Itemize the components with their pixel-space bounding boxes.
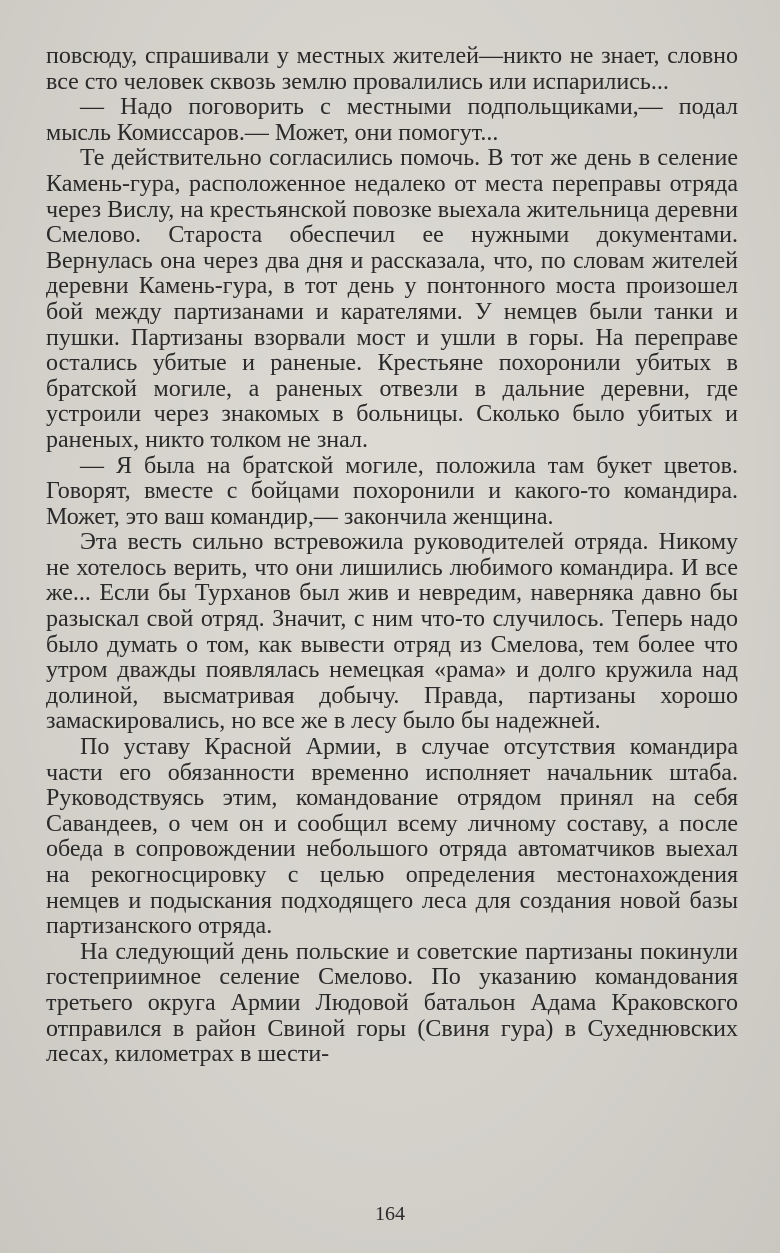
- paragraph-7: На следующий день польские и советские партизаны покинули гостеприимное селение Смелово. По указанию командования третьего округа Армии Людовой батальон Адама Краковского отправился в район Свиной горы (Свиня гура) в Сухеднювских лесах, километрах в шести-: [46, 938, 738, 1068]
- paragraph-4: — Я была на братской могиле, положила там букет цветов. Говорят, вместе с бойцами похоронили и какого-то командира. Может, это ваш командир,— закончила женщина.: [46, 452, 738, 530]
- paragraph-2: — Надо поговорить с местными подпольщиками,— подал мысль Комиссаров.— Может, они помогут...: [46, 94, 738, 146]
- paragraph-6: По уставу Красной Армии, в случае отсутствия командира части его обязанности временно исполняет начальник штаба. Руководствуясь этим, командование отрядом принял на себя Савандеев, о чем он и сообщил всему личному составу, а после обеда в сопровождении небольшого отряда автоматчиков выехал на рекогносцировку с целью определения местонахождения немцев и подыскания подходящего леса для создания новой базы партизанского отряда.: [46, 734, 738, 940]
- paragraph-1: повсюду, спрашивали у местных жителей—никто не знает, словно все сто человек сквозь землю провалились или испарились...: [46, 43, 738, 95]
- paragraph-3: Те действительно согласились помочь. В тот же день в селение Камень-гура, расположенное недалеко от места переправы отряда через Вислу, на крестьянской повозке выехала жительница деревни Смелово. Староста обеспечил ее нужными документами. Вернулась она через два дня и рассказала, что, по словам жителей деревни Камень-гура, в тот день у понтонного моста произошел бой между партизанами и карателями. У немцев были танки и пушки. Партизаны взорвали мост и ушли в горы. На переправе остались убитые и раненые. Крестьяне похоронили убитых в братской могиле, а раненых отвезли в дальние деревни, где устроили через знакомых в больницы. Сколько было убитых и раненых, никто толком не знал.: [46, 145, 738, 453]
- page-text: [46, 44, 738, 1068]
- page-number: 164: [375, 1203, 405, 1225]
- paragraph-5: Эта весть сильно встревожила руководителей отряда. Никому не хотелось верить, что они лишились любимого командира. И все же... Если бы Турханов был жив и невредим, наверняка давно бы разыскал свой отряд. Значит, с ним что-то случилось. Теперь надо было думать о том, как вывести отряд из Смелова, тем более что утром дважды появлялась немецкая «рама» и долго кружила над долиной, высматривая добычу. Правда, партизаны хорошо замаскировались, но все же в лесу было бы надежней.: [46, 529, 738, 735]
